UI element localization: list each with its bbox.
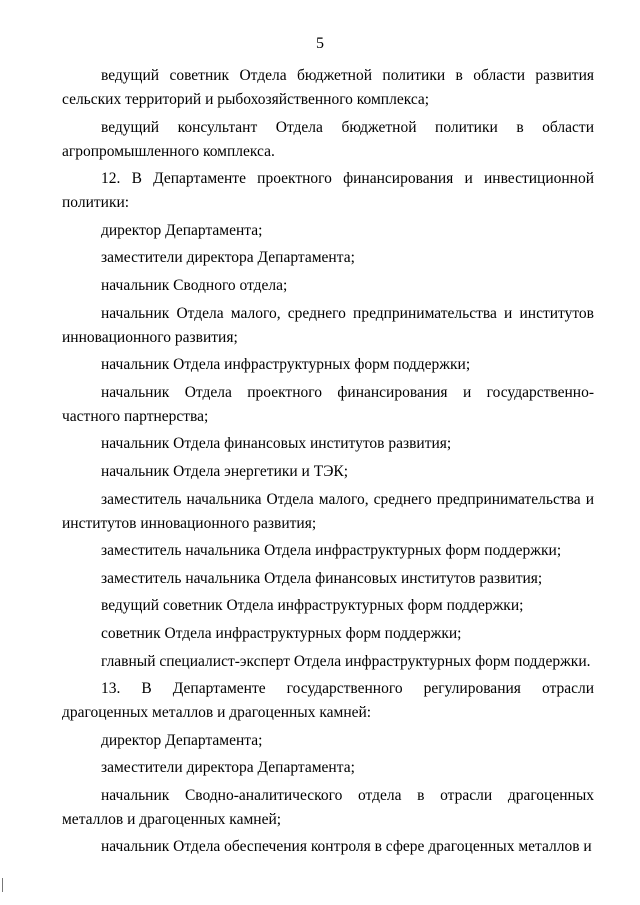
paragraph: начальник Сводно-аналитического отдела в отрасли драгоценных металлов и драгоценных камней; (62, 786, 594, 828)
paragraph: начальник Отдела финансовых институтов развития; (101, 435, 452, 453)
paragraph: начальник Отдела малого, среднего предпринимательства и институтов инновационного развития; (62, 304, 594, 346)
paragraph: начальник Сводного отдела; (101, 276, 288, 294)
paragraph: 12. В Департаменте проектного финансирования и инвестиционной политики: (62, 170, 594, 212)
paragraph: советник Отдела инфраструктурных форм поддержки; (101, 624, 462, 642)
paragraph: заместитель начальника Отдела инфраструктурных форм поддержки; (101, 542, 562, 560)
paragraph: начальник Отдела обеспечения контроля в сфере драгоценных металлов и (101, 838, 592, 856)
paragraph: начальник Отдела инфраструктурных форм поддержки; (101, 356, 471, 374)
paragraph: заместители директора Департамента; (101, 759, 355, 777)
paragraph: главный специалист-эксперт Отдела инфраструктурных форм поддержки. (101, 652, 591, 670)
paragraph: директор Департамента; (101, 731, 263, 749)
paragraph: ведущий советник Отдела бюджетной политики в области развития сельских территорий и рыбохозяйственного комплекса; (62, 67, 594, 108)
scan-edge-mark (2, 878, 3, 892)
page-number: 5 (316, 35, 324, 52)
paragraph: заместители директора Департамента; (101, 249, 355, 267)
paragraph: начальник Отдела энергетики и ТЭК; (101, 462, 349, 480)
paragraph: ведущий консультант Отдела бюджетной политики в области агропромышленного комплекса. (62, 118, 594, 160)
paragraph: директор Департамента; (101, 221, 263, 239)
document-body (62, 64, 594, 863)
paragraph: заместитель начальника Отдела финансовых институтов развития; (101, 569, 543, 587)
paragraph: заместитель начальника Отдела малого, среднего предпринимательства и институтов инновационного развития; (62, 490, 594, 532)
paragraph: начальник Отдела проектного финансирования и государственно-частного партнерства; (62, 383, 594, 425)
paragraph: ведущий советник Отдела инфраструктурных форм поддержки; (101, 597, 524, 615)
paragraph: 13. В Департаменте государственного регулирования отрасли драгоценных металлов и драгоценных камней: (62, 680, 594, 722)
